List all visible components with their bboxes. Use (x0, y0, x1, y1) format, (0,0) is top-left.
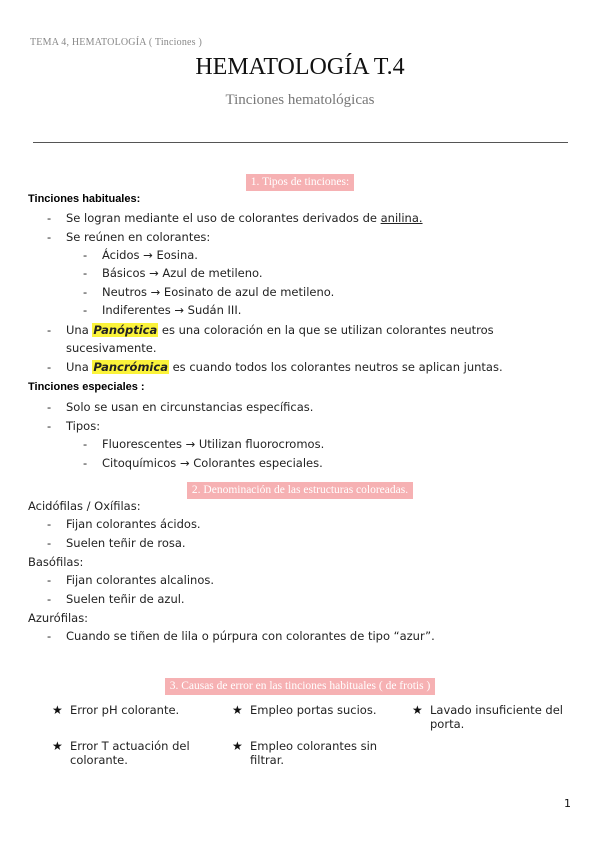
pancromica-highlight: Pancrómica (93, 360, 168, 374)
azurofilas-label: Azurófilas: (28, 611, 89, 625)
section-2-heading (0, 478, 600, 499)
especiales-label: Tinciones especiales : (28, 381, 145, 393)
page-subtitle: Tinciones hematológicas (225, 92, 375, 108)
section-1-heading (0, 170, 600, 191)
section-3-heading (0, 674, 600, 695)
page-title: HEMATOLOGÍA T.4 (195, 54, 405, 80)
anilina-term: anilina. (380, 211, 423, 225)
section-3-heading-text: 3. Causas de error en las tinciones habituales ( de frotis ) (165, 678, 436, 695)
section-1-heading-text: 1. Tipos de tinciones: (246, 174, 354, 191)
panoptica-highlight: Panóptica (93, 323, 158, 337)
title-divider (33, 142, 568, 143)
running-head: TEMA 4, HEMATOLOGÍA ( Tinciones ) (30, 37, 202, 48)
star-icon: ★ (232, 703, 243, 717)
basofilas-label: Basófilas: (28, 555, 84, 569)
star-icon: ★ (232, 739, 243, 753)
habituales-label: Tinciones habituales: (28, 193, 141, 205)
section-2-heading-text: 2. Denominación de las estructuras coloreadas. (187, 482, 413, 499)
star-icon: ★ (52, 739, 63, 753)
star-icon: ★ (52, 703, 63, 717)
acidofilas-label: Acidófilas / Oxífilas: (28, 499, 141, 513)
star-icon: ★ (412, 703, 423, 717)
page-number: 1 (564, 797, 571, 810)
